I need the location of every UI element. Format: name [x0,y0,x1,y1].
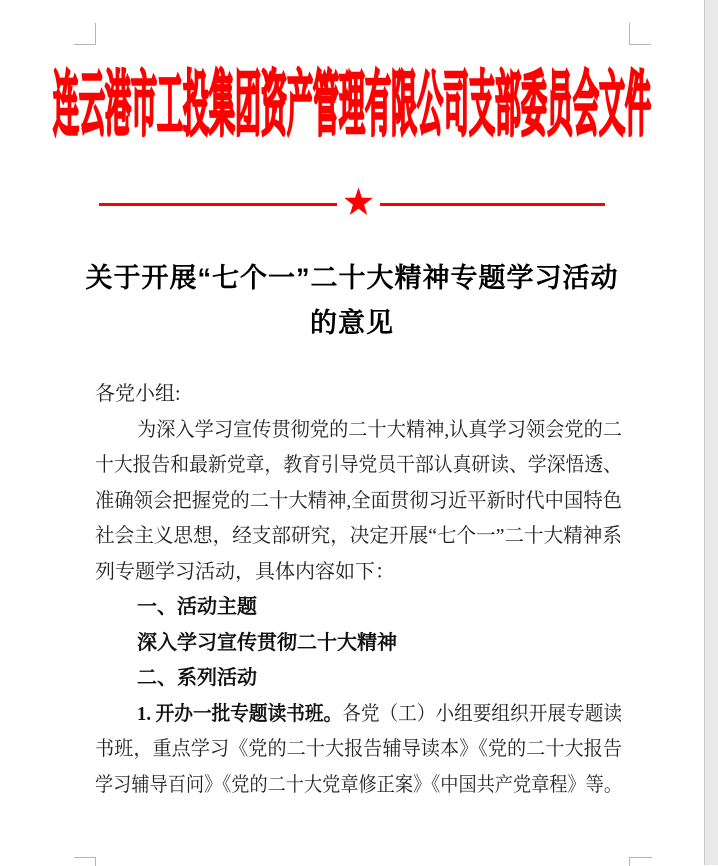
activity-theme-text: 深入学习宣传贯彻二十大精神 [137,631,397,654]
red-divider-right [380,203,605,206]
section-heading-1-text: 一、活动主题 [137,596,257,618]
item-1-line [95,697,622,733]
body-line-text: 十大报告和最新党章，教育引导党员干部认真研读、学深悟透、 [95,454,622,476]
body-line [95,413,622,449]
document-title-line2: 的意见 [310,308,394,338]
salutation-line [95,377,622,413]
red-divider-left [99,203,337,206]
star-shape [344,188,373,216]
letterhead-title: 连云港市工投集团资产管理有限公司支部委员会文件 [52,63,651,145]
body-line [95,448,622,484]
body-line-text: 学习辅导百问》《党的二十大党章修正案》《中国共产党章程》等。 [95,773,622,796]
body-line-text: 列专题学习活动，具体内容如下： [95,560,395,583]
document-body [95,377,622,803]
body-line-text: 为深入学习宣传贯彻党的二十大精神,认真学习领会党的二 [137,418,622,441]
section-heading-2-text: 二、系列活动 [137,667,257,689]
activity-theme-line [95,626,622,662]
body-line-text: 准确领会把握党的二十大精神,全面贯彻习近平新时代中国特色 [95,489,622,512]
item-1-rest: 各党（工）小组要组织开展专题读 [342,702,622,725]
salutation-text: 各党小组: [95,383,181,405]
body-line [95,519,622,555]
body-line [95,484,622,520]
red-star-icon [343,187,374,215]
document-title-line1: 关于开展“七个一”二十大精神专题学习活动 [85,263,619,293]
item-1-lead: 1. 开办一批专题读书班。 [137,702,343,725]
body-line-text: 书班，重点学习《党的二十大报告辅导读本》《党的二十大报告 [95,738,622,760]
letterhead-banner [0,63,704,145]
body-line [95,768,622,804]
body-line [95,732,622,768]
body-line-text: 社会主义思想，经支部研究，决定开展“七个一”二十大精神系 [95,525,622,547]
section-heading-2 [95,661,622,697]
section-heading-1 [95,590,622,626]
page-edge-strip [704,0,718,865]
item-1-line-text [137,697,622,733]
body-line [95,555,622,591]
document-title [0,256,704,346]
